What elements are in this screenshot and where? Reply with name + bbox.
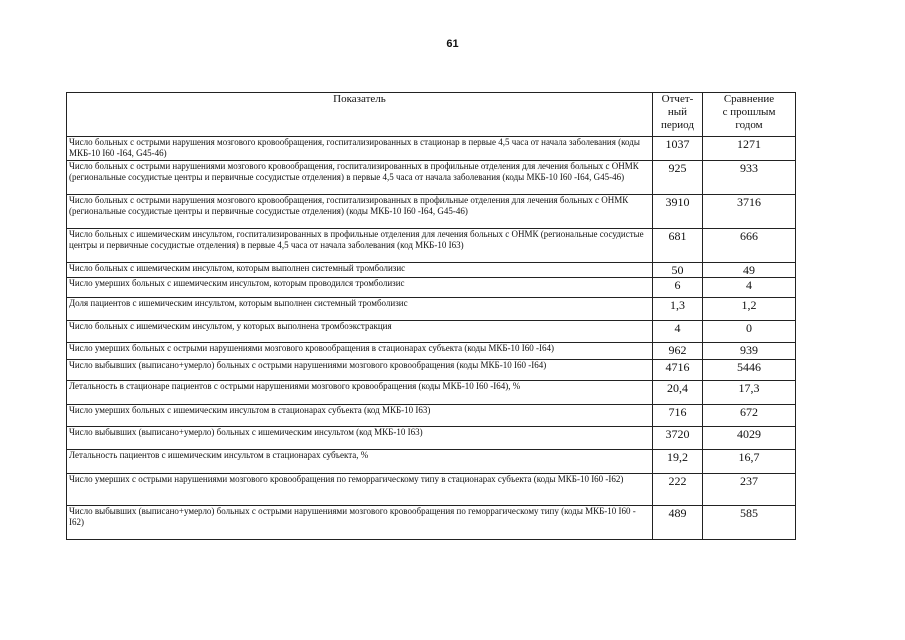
row-compare-value: 666 bbox=[703, 229, 796, 263]
row-indicator: Число больных с ишемическим инсультом, у которых выполнена тромбоэкстракция bbox=[67, 321, 653, 343]
header-period bbox=[653, 93, 703, 137]
row-indicator: Число больных с ишемическим инсультом, которым выполнен системный тромболизис bbox=[67, 263, 653, 278]
row-compare-value: 933 bbox=[703, 161, 796, 195]
row-indicator: Число больных с острыми нарушениями мозгового кровообращения, госпитализированных в профильные отделения для лечения больных с ОНМК (региональные сосудистые центры и первичные сосудистые отделения) в первые 4,5 часа от начала заболевания (коды МКБ-10 I60 -I64, G45-46) bbox=[67, 161, 653, 195]
row-compare-value: 4029 bbox=[703, 427, 796, 450]
row-compare-value: 5446 bbox=[703, 360, 796, 381]
page-number: 61 bbox=[446, 38, 459, 50]
row-period-value: 1037 bbox=[653, 137, 703, 161]
row-compare-value: 585 bbox=[703, 506, 796, 540]
row-indicator: Доля пациентов с ишемическим инсультом, которым выполнен системный тромболизис bbox=[67, 298, 653, 321]
indicators-table bbox=[66, 92, 796, 540]
header-period-line: период bbox=[661, 119, 694, 131]
header-compare-line: с прошлым bbox=[722, 106, 776, 118]
row-period-value: 6 bbox=[653, 278, 703, 298]
row-period-value: 19,2 bbox=[653, 450, 703, 474]
header-compare-line: Сравнение bbox=[723, 93, 775, 105]
row-compare-value: 1,2 bbox=[703, 298, 796, 321]
table-row bbox=[67, 506, 796, 540]
row-period-value: 222 bbox=[653, 474, 703, 506]
row-indicator: Число умерших больных с ишемическим инсультом, которым проводился тромболизис bbox=[67, 278, 653, 298]
row-compare-value: 16,7 bbox=[703, 450, 796, 474]
table-row bbox=[67, 195, 796, 229]
row-indicator: Число выбывших (выписано+умерло) больных с острыми нарушениями мозгового кровообращения (коды МКБ-10 I60 -I64) bbox=[67, 360, 653, 381]
table-row bbox=[67, 229, 796, 263]
row-compare-value: 1271 bbox=[703, 137, 796, 161]
table-row bbox=[67, 298, 796, 321]
row-indicator: Число умерших с острыми нарушениями мозгового кровообращения по геморрагическому типу в стационарах субъекта (коды МКБ-10 I60 -I62) bbox=[67, 474, 653, 506]
row-indicator: Число умерших больных с ишемическим инсультом в стационарах субъекта (код МКБ-10 I63) bbox=[67, 405, 653, 427]
row-period-value: 3720 bbox=[653, 427, 703, 450]
row-indicator: Число больных с острыми нарушения мозгового кровообращения, госпитализированных в профильные отделения для лечения больных с ОНМК (региональные сосудистые центры и первичные сосудистые отделения) (коды МКБ-10 I60 -I64, G45-46) bbox=[67, 195, 653, 229]
row-compare-value: 17,3 bbox=[703, 381, 796, 405]
table-row bbox=[67, 427, 796, 450]
row-period-value: 50 bbox=[653, 263, 703, 278]
row-period-value: 681 bbox=[653, 229, 703, 263]
table-row bbox=[67, 405, 796, 427]
row-period-value: 489 bbox=[653, 506, 703, 540]
table-row bbox=[67, 278, 796, 298]
row-compare-value: 4 bbox=[703, 278, 796, 298]
row-compare-value: 237 bbox=[703, 474, 796, 506]
table-row bbox=[67, 321, 796, 343]
row-period-value: 925 bbox=[653, 161, 703, 195]
row-compare-value: 3716 bbox=[703, 195, 796, 229]
header-period-line: ный bbox=[667, 106, 688, 118]
row-indicator: Число выбывших (выписано+умерло) больных с острыми нарушениями мозгового кровообращения по геморрагическому типу (коды МКБ-10 I60 -I62) bbox=[67, 506, 653, 540]
table-row bbox=[67, 474, 796, 506]
header-indicator: Показатель bbox=[67, 93, 653, 137]
table-row bbox=[67, 161, 796, 195]
row-compare-value: 0 bbox=[703, 321, 796, 343]
row-compare-value: 49 bbox=[703, 263, 796, 278]
row-period-value: 962 bbox=[653, 343, 703, 360]
table-header-row bbox=[67, 93, 796, 137]
row-period-value: 4716 bbox=[653, 360, 703, 381]
row-compare-value: 939 bbox=[703, 343, 796, 360]
header-compare bbox=[703, 93, 796, 137]
row-indicator: Число больных с острыми нарушения мозгового кровообращения, госпитализированных в стационар в первые 4,5 часа от начала заболевания (коды МКБ-10 I60 -I64, G45-46) bbox=[67, 137, 653, 161]
row-period-value: 716 bbox=[653, 405, 703, 427]
row-indicator: Летальность в стационаре пациентов с острыми нарушениями мозгового кровообращения (коды МКБ-10 I60 -I64), % bbox=[67, 381, 653, 405]
row-indicator: Число выбывших (выписано+умерло) больных с ишемическим инсультом (код МКБ-10 I63) bbox=[67, 427, 653, 450]
row-period-value: 20,4 bbox=[653, 381, 703, 405]
table-row bbox=[67, 381, 796, 405]
row-indicator: Летальность пациентов с ишемическим инсультом в стационарах субъекта, % bbox=[67, 450, 653, 474]
row-period-value: 4 bbox=[653, 321, 703, 343]
row-period-value: 1,3 bbox=[653, 298, 703, 321]
table-row bbox=[67, 360, 796, 381]
row-compare-value: 672 bbox=[703, 405, 796, 427]
row-indicator: Число больных с ишемическим инсультом, госпитализированных в профильные отделения для лечения больных с ОНМК (региональные сосудистые центры и первичные сосудистые отделения) в первые 4,5 часа от начала заболевания (код МКБ-10 I63) bbox=[67, 229, 653, 263]
table-row bbox=[67, 343, 796, 360]
header-period-line: Отчет- bbox=[661, 93, 694, 105]
row-period-value: 3910 bbox=[653, 195, 703, 229]
table-row bbox=[67, 450, 796, 474]
table-row bbox=[67, 263, 796, 278]
header-compare-line: годом bbox=[735, 119, 763, 131]
table-row bbox=[67, 137, 796, 161]
row-indicator: Число умерших больных с острыми нарушениями мозгового кровообращения в стационарах субъекта (коды МКБ-10 I60 -I64) bbox=[67, 343, 653, 360]
